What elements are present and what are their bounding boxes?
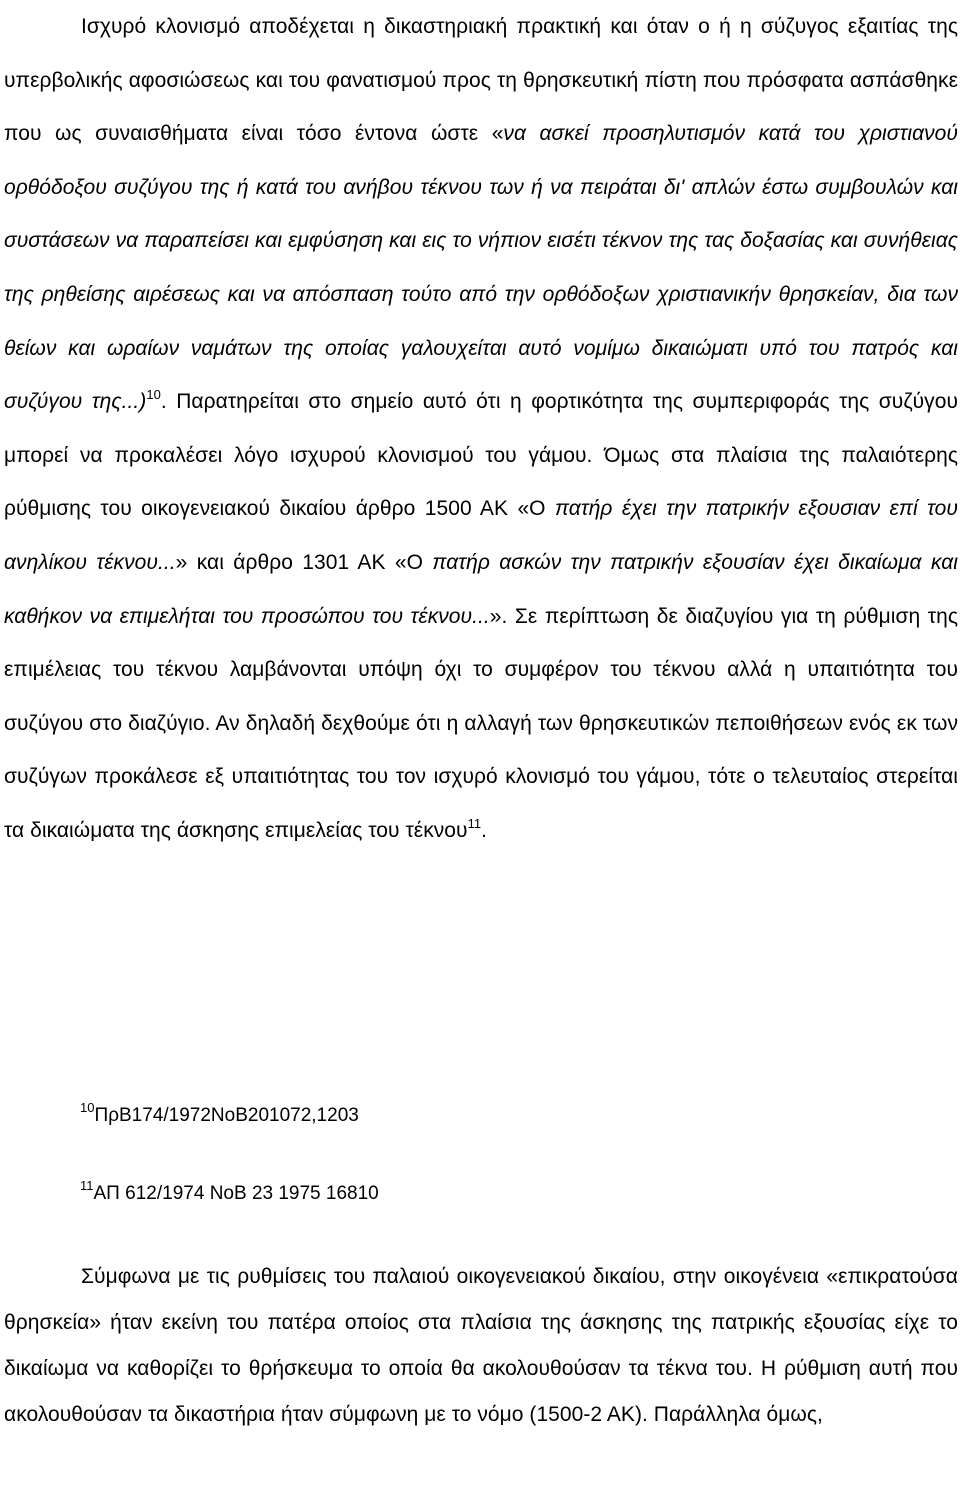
footnote-number: 10 xyxy=(80,1100,95,1115)
paragraph-1-text-2: . Παρατηρείται στο σημείο αυτό ότι η φορτικότητα της συμπεριφοράς της συζύγου μπορεί να προκαλέσει λόγο ισχυρού κλονισμού του γάμου. Όμως στα πλαίσια της παλαιότερης ρύθμισης του οικογενειακού δικαίου άρθρο 1500 ΑΚ «Ο xyxy=(4,390,958,521)
paragraph-1-text-5: . xyxy=(481,818,488,842)
body-paragraph-1 xyxy=(4,0,958,858)
paragraph-1-text-1: Ισχυρό κλονισμό αποδέχεται η δικαστηριακή πρακτική και όταν ο ή η σύζυγος εξαιτίας της υπερβολικής αφοσιώσεως και του φανατισμού προς τη θρησκευτική πίστη που πρόσφατα ασπάσθηκε που ως συναισθήματα είναι τόσο έντονα ώστε « xyxy=(4,15,958,146)
paragraph-2-text: Σύμφωνα με τις ρυθμίσεις του παλαιού οικογενειακού δικαίου, στην οικογένεια «επικρατούσα θρησκεία» ήταν εκείνη του πατέρα οποίος στα πλαίσια της άσκησης της πατρικής εξουσίας είχε το δικαίωμα να καθορίζει το θρήσκευμα το οποία θα ακολουθούσαν τα τέκνα του. Η ρύθμιση αυτή που ακολουθούσαν τα δικαστήρια ήταν σύμφωνη με το νόμο (1500-2 ΑΚ). Παράλληλα όμως, xyxy=(4,1265,958,1426)
paragraph-1-text-3: » και άρθρο 1301 ΑΚ «Ο xyxy=(175,550,433,574)
court-quote: να ασκεί προσηλυτισμόν κατά του χριστιανού ορθόδοξου συζύγου της ή κατά του ανήβου τέκνου των ή να πειράται δι' απλών έστω συμβουλών και συστάσεων να παραπείσει και εμφύσηση και εις το νήπιον εισέτι τέκνον της τας δοξασίας και συνήθειας της ρηθείσης αιρέσεως και να απόσπαση τούτο από την ορθόδοξων χριστιανικήν θρησκείαν, δια των θείων και ωραίων ναμάτων της οποίας γαλουχείται αυτό νομίμω δικαιώματι υπό του πατρός και συζύγου της...) xyxy=(4,122,958,414)
footnote-ref-11: 11 xyxy=(467,815,482,831)
footnote-number: 11 xyxy=(80,1178,94,1193)
footnote-11 xyxy=(80,1178,379,1206)
article-1500-quote: πατήρ έχει την πατρικήν εξουσιαν επί του ανηλίκου τέκνου... xyxy=(4,497,959,574)
footnote-text: ΠρΒ174/1972ΝοΒ201072,1203 xyxy=(94,1105,359,1126)
body-paragraph-2 xyxy=(4,1254,958,1438)
footnote-ref-10: 10 xyxy=(146,387,161,403)
article-1301-quote: πατήρ ασκών την πατρικήν εξουσίαν έχει δικαίωμα και καθήκον να επιμελήται του προσώπου του τέκνου... xyxy=(4,550,958,628)
footnote-10 xyxy=(80,1100,359,1128)
paragraph-1-text-4: ». Σε περίπτωση δε διαζυγίου για τη ρύθμιση της επιμέλειας του τέκνου λαμβάνονται υπόψη όχι το συμφέρον του τέκνου αλλά η υπαιτιότητα του συζύγου στο διαζύγιο. Αν δηλαδή δεχθούμε ότι η αλλαγή των θρησκευτικών πεποιθήσεων ενός εκ των συζύγων προκάλεσε εξ υπαιτιότητας του τον ισχυρό κλονισμό του γάμου, τότε ο τελευταίος στερείται τα δικαιώματα της άσκησης επιμελείας του τέκνου xyxy=(4,604,958,842)
footnote-text: ΑΠ 612/1974 ΝοΒ 23 1975 16810 xyxy=(93,1183,379,1204)
